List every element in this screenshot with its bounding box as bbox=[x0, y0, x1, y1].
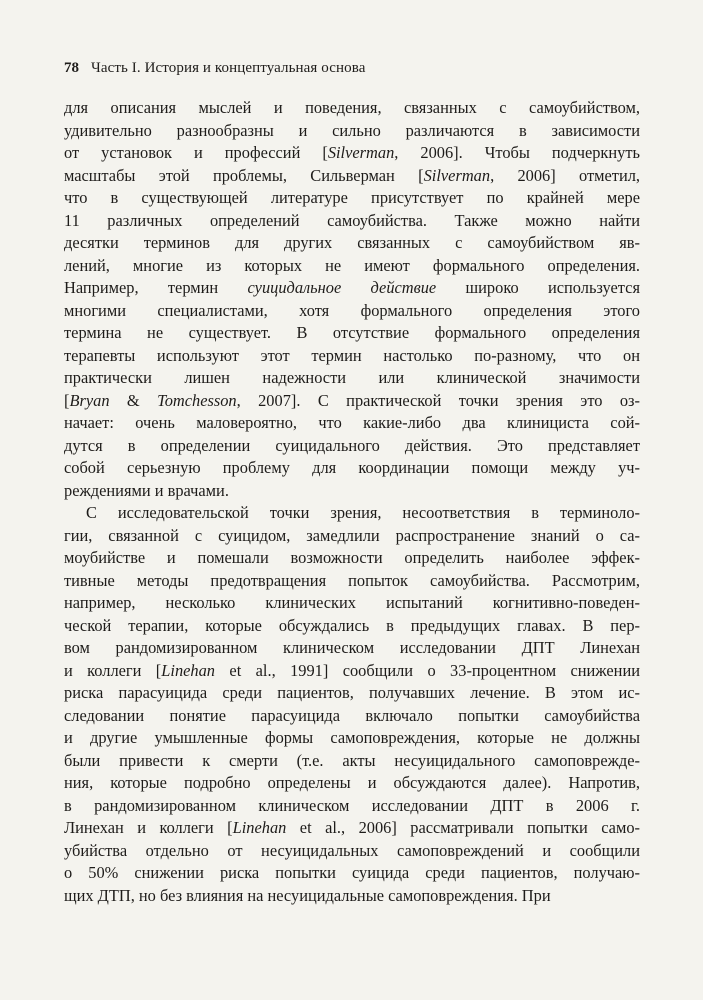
running-head-title: Часть I. История и концептуальная основа bbox=[91, 60, 366, 76]
text-line bbox=[64, 367, 640, 390]
text-line bbox=[64, 120, 640, 143]
text-run: что в существующей литературе присутствует по крайней мере bbox=[64, 188, 640, 207]
text-line bbox=[64, 705, 640, 728]
text-run: Например, термин bbox=[64, 278, 248, 297]
text-run: , 2006] отметил, bbox=[490, 165, 640, 185]
italic-run: Tomchesson bbox=[157, 390, 237, 410]
text-line bbox=[64, 885, 640, 908]
text-run: С исследовательской точки зрения, несоответствия в терминоло- bbox=[86, 503, 640, 522]
text-line bbox=[64, 637, 640, 660]
text-line bbox=[64, 187, 640, 210]
text-run: собой серьезную проблему для координации помощи между уч- bbox=[64, 458, 640, 477]
text-run: термина не существует. В отсутствие формального определения bbox=[64, 323, 640, 342]
text-run: 11 различных определений самоубийства. Также можно найти bbox=[64, 210, 640, 230]
text-line bbox=[64, 232, 640, 255]
text-line bbox=[64, 210, 640, 233]
text-run: практически лишен надежности или клинической значимости bbox=[64, 368, 640, 387]
text-run: следовании понятие парасуицида включало попытки самоубийства bbox=[64, 705, 640, 725]
text-run: масштабы этой проблемы, Сильверман [ bbox=[64, 165, 424, 185]
text-run: ния, которые подробно определены и обсуждаются далее). Напротив, bbox=[64, 773, 640, 792]
text-line bbox=[64, 345, 640, 368]
text-line bbox=[64, 142, 640, 165]
text-run: , 2007]. С практической точки зрения это оз- bbox=[236, 390, 640, 410]
text-line bbox=[64, 750, 640, 773]
text-run: & bbox=[109, 390, 158, 410]
text-line bbox=[64, 862, 640, 885]
text-line bbox=[64, 502, 640, 525]
text-run: например, несколько клинических испытаний когнитивно-поведен- bbox=[64, 593, 640, 612]
italic-run: Linehan bbox=[161, 660, 216, 680]
text-line bbox=[64, 435, 640, 458]
text-line bbox=[64, 840, 640, 863]
text-line bbox=[64, 412, 640, 435]
italic-run: суицидальное действие bbox=[247, 278, 437, 297]
text-line bbox=[64, 772, 640, 795]
text-run: о 50% снижении риска попытки суицида среди пациентов, получаю- bbox=[64, 863, 640, 882]
text-run: реждениями и врачами. bbox=[64, 480, 229, 500]
text-run: для описания мыслей и поведения, связанных с самоубийством, bbox=[64, 98, 640, 117]
text-line bbox=[64, 615, 640, 638]
text-line bbox=[64, 255, 640, 278]
text-run: вом рандомизированном клиническом исследовании ДПТ Линехан bbox=[64, 638, 640, 657]
page-number: 78 bbox=[64, 60, 79, 76]
book-page bbox=[64, 58, 640, 907]
text-line bbox=[64, 660, 640, 683]
paragraph bbox=[64, 97, 640, 502]
text-line bbox=[64, 592, 640, 615]
text-line bbox=[64, 480, 640, 503]
text-run: удивительно разнообразны и сильно различаются в зависимости bbox=[64, 120, 640, 140]
text-run: и коллеги [ bbox=[64, 660, 162, 680]
text-run: щих ДТП, но без влияния на несуицидальные самоповреждения. При bbox=[64, 885, 551, 905]
text-line bbox=[64, 682, 640, 705]
italic-run: Linehan bbox=[232, 818, 287, 837]
text-line bbox=[64, 322, 640, 345]
text-run: в рандомизированном клиническом исследовании ДПТ в 2006 г. bbox=[64, 795, 640, 815]
body-text bbox=[64, 97, 640, 907]
italic-run: Bryan bbox=[69, 390, 110, 410]
text-run: моубийстве и помешали возможности определить наиболее эффек- bbox=[64, 548, 640, 567]
text-line bbox=[64, 277, 640, 300]
text-run: et al., 2006] рассматривали попытки само- bbox=[286, 818, 640, 837]
text-run: убийства отдельно от несуицидальных самоповреждений и сообщили bbox=[64, 840, 640, 860]
text-run: , 2006]. Чтобы подчеркнуть bbox=[394, 143, 640, 162]
running-head bbox=[64, 58, 640, 78]
text-run: лений, многие из которых не имеют формального определения. bbox=[64, 255, 640, 275]
text-line bbox=[64, 727, 640, 750]
text-line bbox=[64, 547, 640, 570]
text-line bbox=[64, 570, 640, 593]
text-run: [ bbox=[64, 390, 70, 410]
text-line bbox=[64, 165, 640, 188]
text-line bbox=[64, 390, 640, 413]
text-run: и другие умышленные формы самоповреждения, которые не должны bbox=[64, 728, 640, 747]
text-run: широко используется bbox=[436, 278, 640, 297]
text-run: риска парасуицида среди пациентов, получавших лечение. В этом ис- bbox=[64, 683, 640, 702]
text-run: многими специалистами, хотя формального определения этого bbox=[64, 300, 640, 320]
paragraph bbox=[64, 502, 640, 907]
text-line bbox=[64, 525, 640, 548]
text-run: et al., 1991] сообщили о 33-процентном снижении bbox=[215, 660, 640, 680]
text-line bbox=[64, 97, 640, 120]
text-run: терапевты используют этот термин настолько по-разному, что он bbox=[64, 345, 640, 365]
italic-run: Silverman bbox=[327, 143, 395, 162]
text-line bbox=[64, 457, 640, 480]
text-run: гии, связанной с суицидом, замедлили распространение знаний о са- bbox=[64, 525, 640, 545]
text-run: Линехан и коллеги [ bbox=[64, 818, 233, 837]
text-run: ческой терапии, которые обсуждались в предыдущих главах. В пер- bbox=[64, 615, 640, 635]
text-line bbox=[64, 795, 640, 818]
text-run: тивные методы предотвращения попыток самоубийства. Рассмотрим, bbox=[64, 570, 640, 590]
text-run: от установок и профессий [ bbox=[64, 143, 328, 162]
text-run: начает: очень маловероятно, что какие-либо два клинициста сой- bbox=[64, 413, 640, 432]
italic-run: Silverman bbox=[423, 165, 491, 185]
text-line bbox=[64, 817, 640, 840]
text-line bbox=[64, 300, 640, 323]
text-run: были привести к смерти (т.е. акты несуицидального самоповрежде- bbox=[64, 750, 640, 770]
text-run: десятки терминов для других связанных с самоубийством яв- bbox=[64, 233, 640, 252]
text-run: дутся в определении суицидального действия. Это представляет bbox=[64, 435, 640, 455]
